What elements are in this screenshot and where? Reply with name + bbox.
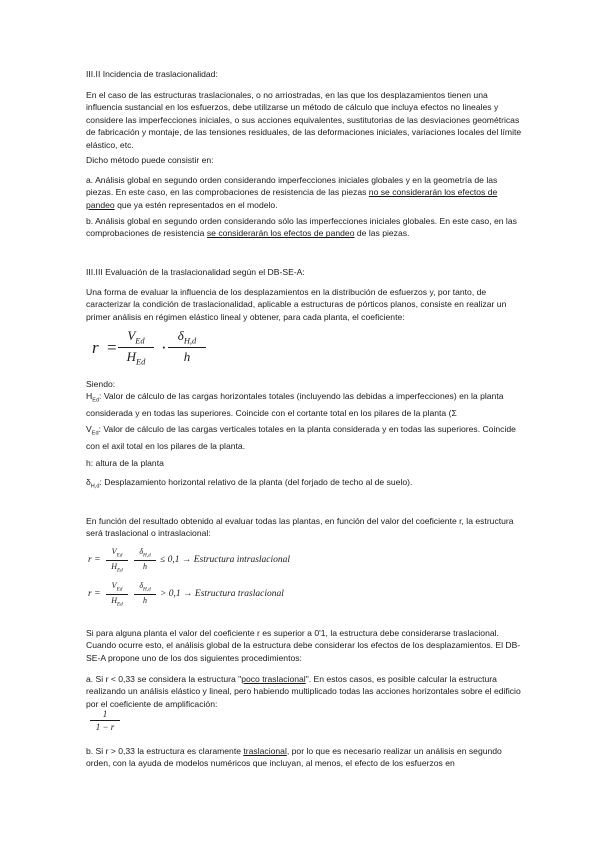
cond1-fraction-delta-h [134, 547, 156, 571]
paragraph-forma-evaluar: Una forma de evaluar la influencia de los desplazamientos en la distribución de esfuerzos y, por tanto, de caracterizar la condición de traslacionalidad, aplicable a estructuras de pórticos planos, consiste en realizar un primer análisis en régimen elástico lineal y obtener, para cada planta, el coeficiente: [86, 287, 507, 322]
cond2-num2: δ [139, 581, 144, 590]
definition-h-ed [86, 390, 526, 420]
section-heading-traslacionalidad: III.II Incidencia de traslacionalidad: [86, 69, 218, 79]
cond2-num2-sub: H,d [143, 586, 151, 593]
cond2-fraction-delta-h [134, 581, 156, 605]
formula-lhs: r [92, 338, 99, 357]
option-b-underlined: se considerarán los efectos de pandeo [206, 228, 355, 239]
paragraph-estructuras-traslacionales: En el caso de las estructuras traslacionales, o no arriostradas, en las que los desplazamientos tienen una influencia sustancial en los esfuerzos, debe utilizarse un método de cálculo que incluya efectos no lineales y considere las imperfecciones iniciales, o sus acciones equivalentes, sustitutorias de las desviaciones geométricas de fabricación y montaje, de las tensiones residuales, de las deformaciones iniciales, variaciones locales del límite elástico, etc. [86, 90, 522, 150]
formula-num2-sub: H,d [183, 335, 197, 346]
cond2-den1: H [111, 595, 117, 605]
case-a-pre: a. Si r < 0,33 se considera la estructura " [86, 674, 242, 684]
cond2-fraction-v-h [106, 581, 128, 607]
case-b-paragraph [86, 745, 526, 770]
formula-fraction-delta-h [168, 328, 206, 365]
formula-num1: V [127, 328, 136, 343]
case-b-post: , por lo que es necesario realizar un análisis en segundo orden, con la ayuda de modelos numéricos que incluyan, al menos, el efecto de los esfuerzos en [86, 746, 502, 769]
amplification-denominator: 1 − r [95, 722, 115, 732]
paragraph-metodo: Dicho método puede consistir en: [86, 155, 214, 165]
v-ed-subscript: Ed [91, 430, 99, 437]
formula-den1-sub: Ed [136, 356, 146, 367]
case-a-paragraph [86, 673, 526, 710]
formula-den1: H [126, 348, 136, 364]
cond1-fraction-v-h [106, 547, 128, 573]
case-a-post: ". En estos casos, es posible calcular la estructura realizando un análisis elástico y lineal, pero habiendo multiplicado todas las acciones horizontales sobre el edificio por el coeficiente de amplificación: [86, 674, 521, 709]
cond1-num2: δ [139, 547, 144, 556]
case-b-underlined: traslacional [243, 746, 287, 756]
formula-den2: h [183, 348, 191, 364]
formula-equals: = [107, 338, 117, 357]
cond1-num1: V [111, 547, 117, 556]
v-ed-symbol: V [86, 424, 92, 434]
cond2-num1-sub: Ed [116, 586, 123, 593]
cond1-lhs: r = [88, 555, 101, 565]
definition-delta [86, 476, 526, 493]
case-b-pre: b. Si r > 0,33 la estructura es claramente [86, 746, 244, 756]
case-a-underlined: poco traslacional [241, 674, 306, 684]
h-ed-symbol: H [86, 391, 93, 401]
option-b-paragraph [86, 215, 526, 240]
amplification-factor-formula [88, 709, 128, 737]
paragraph-si-para-alguna-planta: Si para alguna planta el valor del coeficiente r es superior a 0'1, la estructura debe considerarse traslacional. Cuando ocurre esto, el análisis global de la estructura debe considerar los efectos de los desplazamientos. El DB-SE-A propone uno de los dos siguientes procedimientos: [86, 628, 521, 663]
v-ed-text: : Valor de cálculo de las cargas verticales totales en la planta considerada y en todas las superiores. Coincide con el axil total en los pilares de la planta. [86, 424, 516, 452]
amplification-numerator: 1 [102, 709, 108, 719]
cond1-num2-sub: H,d [143, 552, 151, 559]
cond1-num1-sub: Ed [116, 552, 123, 559]
cond2-lhs: r = [88, 589, 101, 599]
option-a-underlined: no se considerarán los efectos de pandeo [86, 187, 498, 210]
amplification-fraction [90, 709, 120, 732]
delta-subscript: H,d [90, 483, 100, 490]
cond1-result: ≤ 0,1 → Estructura intraslacional [160, 555, 291, 565]
siendo-label: Siendo: [86, 379, 116, 389]
cond2-num1: V [111, 581, 117, 590]
cond1-den2: h [143, 561, 147, 571]
formula-dot: · [161, 338, 167, 357]
formula-num1-sub: Ed [135, 335, 145, 346]
h-ed-subscript: Ed [92, 397, 100, 404]
formula-num2: δ [177, 328, 184, 343]
section-heading-evaluacion: III.III Evaluación de la traslacionalidad según el DB-SE-A: [86, 267, 305, 277]
h-ed-text: : Valor de cálculo de las cargas horizontales totales (incluyendo las debidas a imperfecciones) en la planta considerada y en todas las superiores. Coincide con el cortante total en los pilares de la planta (Σ [86, 391, 504, 419]
cond2-result: > 0,1 → Estructura traslacional [160, 589, 284, 599]
coefficient-formula [88, 324, 208, 370]
option-a-text: a. Análisis global en segundo orden considerando imperfecciones iniciales globales y en la geometría de las piezas. En este caso, en las comprobaciones de resistencia de las piezas [86, 175, 498, 198]
formula-fraction-v-h [118, 328, 154, 366]
condition-intraslacional-formula [88, 545, 328, 579]
condition-traslacional-formula [88, 579, 328, 613]
cond1-den1: H [111, 561, 117, 571]
option-b-tail: de las piezas. [354, 228, 410, 239]
paragraph-en-funcion: En función del resultado obtenido al evaluar todas las plantas, en función del valor del coeficiente r, la estructura será traslacional o intraslacional: [86, 516, 514, 539]
option-a-tail: que ya estén representados en el modelo. [114, 199, 278, 210]
cond2-den2: h [143, 595, 147, 605]
cond2-den1-sub: Ed [117, 601, 123, 608]
delta-symbol: δ [86, 477, 91, 487]
cond1-den1-sub: Ed [117, 567, 123, 574]
definition-v-ed [86, 423, 526, 453]
option-a-paragraph [86, 174, 526, 211]
delta-text: : Desplazamiento horizontal relativo de la planta (del forjado de techo al de suelo). [99, 477, 413, 487]
option-b-text: b. Análisis global en segundo orden considerando sólo las imperfecciones iniciales globales. En este caso, en las comprobaciones de resistencia [86, 216, 517, 239]
definition-h: h: altura de la planta [86, 458, 164, 468]
